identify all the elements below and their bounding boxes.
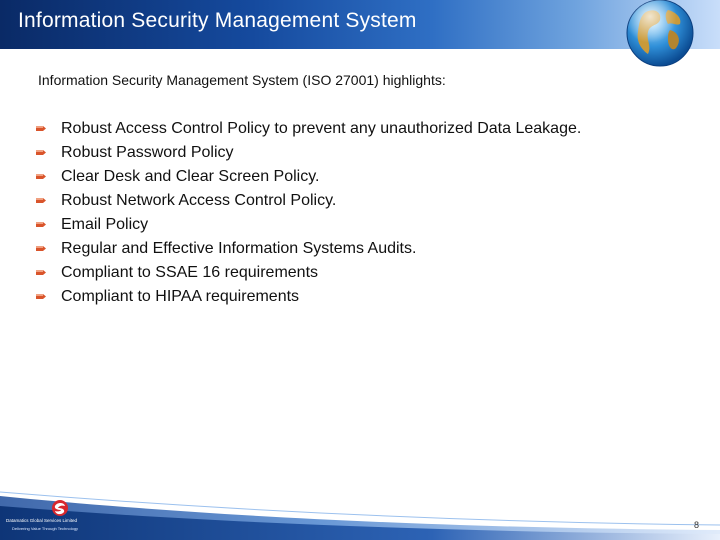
bullet-text: Email Policy	[61, 216, 149, 233]
bullet-text: Clear Desk and Clear Screen Policy.	[61, 168, 320, 185]
section-subtitle: Information Security Management System (ISO 27001) highlights:	[38, 72, 446, 88]
list-item	[36, 117, 581, 141]
list-item	[36, 213, 581, 237]
company-tagline: Delivering Value Through Technology	[12, 526, 79, 531]
list-item	[36, 261, 581, 285]
arrow-bullet-icon	[36, 197, 46, 204]
bullet-text: Robust Password Policy	[61, 144, 234, 161]
bullet-list	[36, 117, 581, 309]
globe-icon	[616, 0, 704, 68]
arrow-bullet-icon	[36, 173, 46, 180]
arrow-bullet-icon	[36, 293, 46, 300]
arrow-bullet-icon	[36, 221, 46, 228]
bullet-text: Regular and Effective Information Systems Audits.	[61, 240, 417, 257]
list-item	[36, 237, 581, 261]
list-item	[36, 285, 581, 309]
list-item	[36, 165, 581, 189]
page-number: 8	[694, 520, 700, 530]
list-item	[36, 189, 581, 213]
slide-title: Information Security Management System	[18, 9, 417, 32]
bullet-text: Compliant to SSAE 16 requirements	[61, 264, 319, 281]
header-band	[0, 0, 720, 49]
arrow-bullet-icon	[36, 269, 46, 276]
company-name: Datamatics Global Services Limited	[6, 518, 78, 523]
bullet-text: Compliant to HIPAA requirements	[61, 288, 300, 305]
arrow-bullet-icon	[36, 125, 46, 132]
arrow-bullet-icon	[36, 149, 46, 156]
arrow-bullet-icon	[36, 245, 46, 252]
bullet-text: Robust Network Access Control Policy.	[61, 192, 337, 209]
bullet-text: Robust Access Control Policy to prevent any unauthorized Data Leakage.	[61, 120, 582, 137]
list-item	[36, 141, 581, 165]
